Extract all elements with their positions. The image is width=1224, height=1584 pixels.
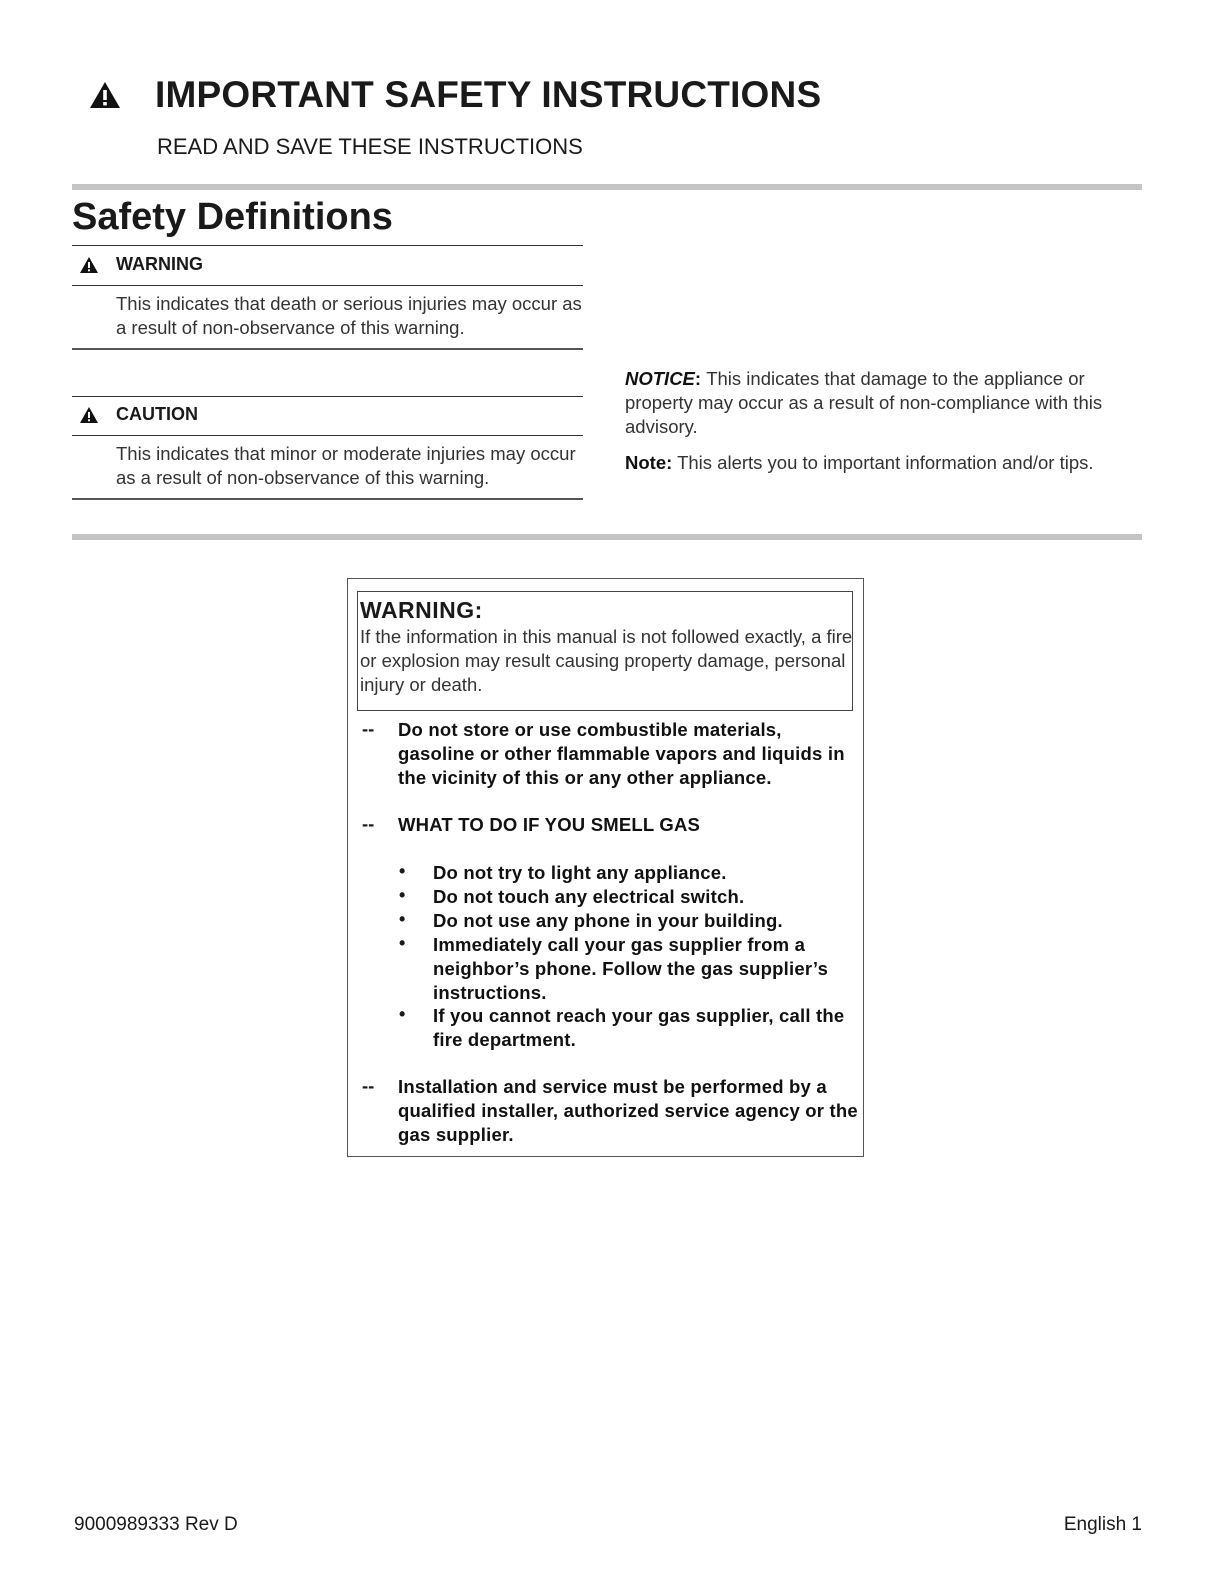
gas-step-item: Immediately call your gas supplier from a neighbor’s phone. Follow the gas supplier’s instructions.	[433, 934, 829, 1003]
warning-box-text: If the information in this manual is not followed exactly, a fire or explosion may result causing property damage, personal injury or death.	[360, 626, 853, 695]
list-item: WHAT TO DO IF YOU SMELL GAS	[398, 814, 701, 835]
warning-definition-text: This indicates that death or serious injuries may occur as a result of non-observance of this warning.	[116, 293, 582, 338]
caution-triangle-icon	[79, 406, 99, 424]
notice-definition: NOTICE: This indicates that damage to the appliance or property may occur as a result of non-compliance with this advisory.	[625, 368, 1103, 437]
notice-label: NOTICE	[625, 368, 695, 389]
page-subtitle: READ AND SAVE THESE INSTRUCTIONS	[157, 134, 583, 159]
notice-text: This indicates that damage to the appliance or property may occur as a result of non-compliance with this advisory.	[625, 368, 1103, 437]
caution-definition-text: This indicates that minor or moderate injuries may occur as a result of non-observance of this warning.	[116, 443, 576, 488]
divider-line	[72, 498, 583, 500]
caution-label: CAUTION	[116, 404, 198, 424]
gas-step-item: Do not touch any electrical switch.	[433, 886, 745, 907]
bullet-marker: •	[399, 909, 406, 929]
gas-step-item: If you cannot reach your gas supplier, call the fire department.	[433, 1005, 845, 1050]
bullet-marker: •	[399, 933, 406, 953]
divider-line	[72, 435, 583, 436]
warning-triangle-icon	[79, 256, 99, 274]
dash-marker: --	[362, 718, 375, 739]
section-divider	[72, 534, 1142, 540]
gas-step-item: Do not try to light any appliance.	[433, 862, 727, 883]
bullet-marker: •	[399, 861, 406, 881]
section-title: Safety Definitions	[72, 196, 393, 238]
divider-line	[72, 348, 583, 350]
document-number: 9000989333 Rev D	[74, 1514, 238, 1535]
list-item: Installation and service must be performed by a qualified installer, authorized service agency or the gas supplier.	[398, 1076, 858, 1145]
gas-step-item: Do not use any phone in your building.	[433, 910, 783, 931]
page-number: English 1	[1063, 1514, 1142, 1535]
warning-triangle-icon	[88, 80, 122, 110]
note-label: Note:	[625, 452, 673, 473]
note-text: This alerts you to important information and/or tips.	[677, 452, 1094, 473]
warning-label: WARNING	[116, 254, 203, 274]
dash-marker: --	[362, 1075, 375, 1096]
note-definition	[625, 451, 1145, 475]
list-item: Do not store or use combustible materials, gasoline or other flammable vapors and liquids in the vicinity of this or any other appliance.	[398, 719, 845, 788]
bullet-marker: •	[399, 885, 406, 905]
divider-line	[72, 285, 583, 286]
warning-box-title: WARNING:	[360, 597, 483, 623]
divider-line	[72, 396, 583, 397]
section-divider	[72, 184, 1142, 190]
dash-marker: --	[362, 813, 375, 834]
page-title: IMPORTANT SAFETY INSTRUCTIONS	[155, 74, 822, 115]
divider-line	[72, 245, 583, 246]
bullet-marker: •	[399, 1004, 406, 1024]
